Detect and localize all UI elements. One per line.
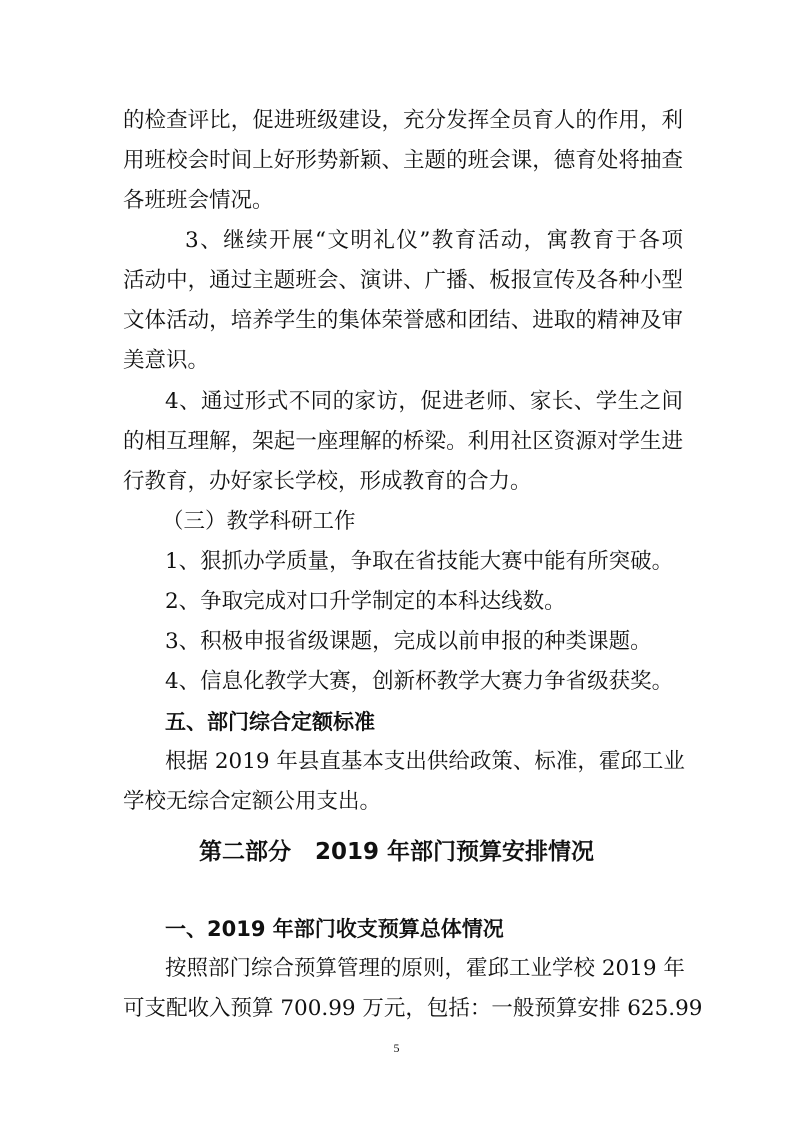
section-heading: 一、2019 年部门收支预算总体情况: [165, 917, 504, 941]
subsection-heading: （三）教学科研工作: [162, 509, 356, 534]
body-line: 3、继续开展“文明礼仪”教育活动，寓教育于各项: [185, 228, 683, 253]
body-line: 美意识。: [123, 348, 210, 373]
list-item: 2、争取完成对口升学制定的本科达线数。: [165, 589, 566, 614]
body-line: 可支配收入预算 700.99 万元，包括：一般预算安排 625.99: [123, 996, 703, 1021]
body-line: 的相互理解，架起一座理解的桥梁。利用社区资源对学生进: [123, 429, 683, 454]
body-line: 学校无综合定额公用支出。: [123, 789, 382, 814]
body-line: 各班班会情况。: [123, 188, 274, 213]
list-item: 3、积极申报省级课题，完成以前申报的种类课题。: [165, 629, 652, 654]
body-line: 用班校会时间上好形势新颖、主题的班会课，德育处将抽查: [123, 148, 683, 173]
body-line: 活动中，通过主题班会、演讲、广播、板报宣传及各种小型: [123, 268, 683, 293]
body-line: 行教育，办好家长学校，形成教育的合力。: [123, 469, 532, 494]
page-number: 5: [393, 1041, 400, 1055]
body-line: 按照部门综合预算管理的原则，霍邱工业学校 2019 年: [165, 956, 685, 981]
part-title: 第二部分 2019 年部门预算安排情况: [198, 839, 595, 865]
body-line: 文体活动，培养学生的集体荣誉感和团结、进取的精神及审: [123, 308, 683, 333]
list-item: 1、狠抓办学质量，争取在省技能大赛中能有所突破。: [165, 549, 674, 574]
list-item: 4、信息化教学大赛，创新杯教学大赛力争省级获奖。: [165, 669, 674, 694]
body-line: 根据 2019 年县直基本支出供给政策、标准，霍邱工业: [165, 749, 685, 774]
body-line: 的检查评比，促进班级建设，充分发挥全员育人的作用，利: [123, 108, 683, 133]
body-line: 4、通过形式不同的家访，促进老师、家长、学生之间: [165, 389, 683, 414]
section-heading: 五、部门综合定额标准: [165, 710, 375, 734]
